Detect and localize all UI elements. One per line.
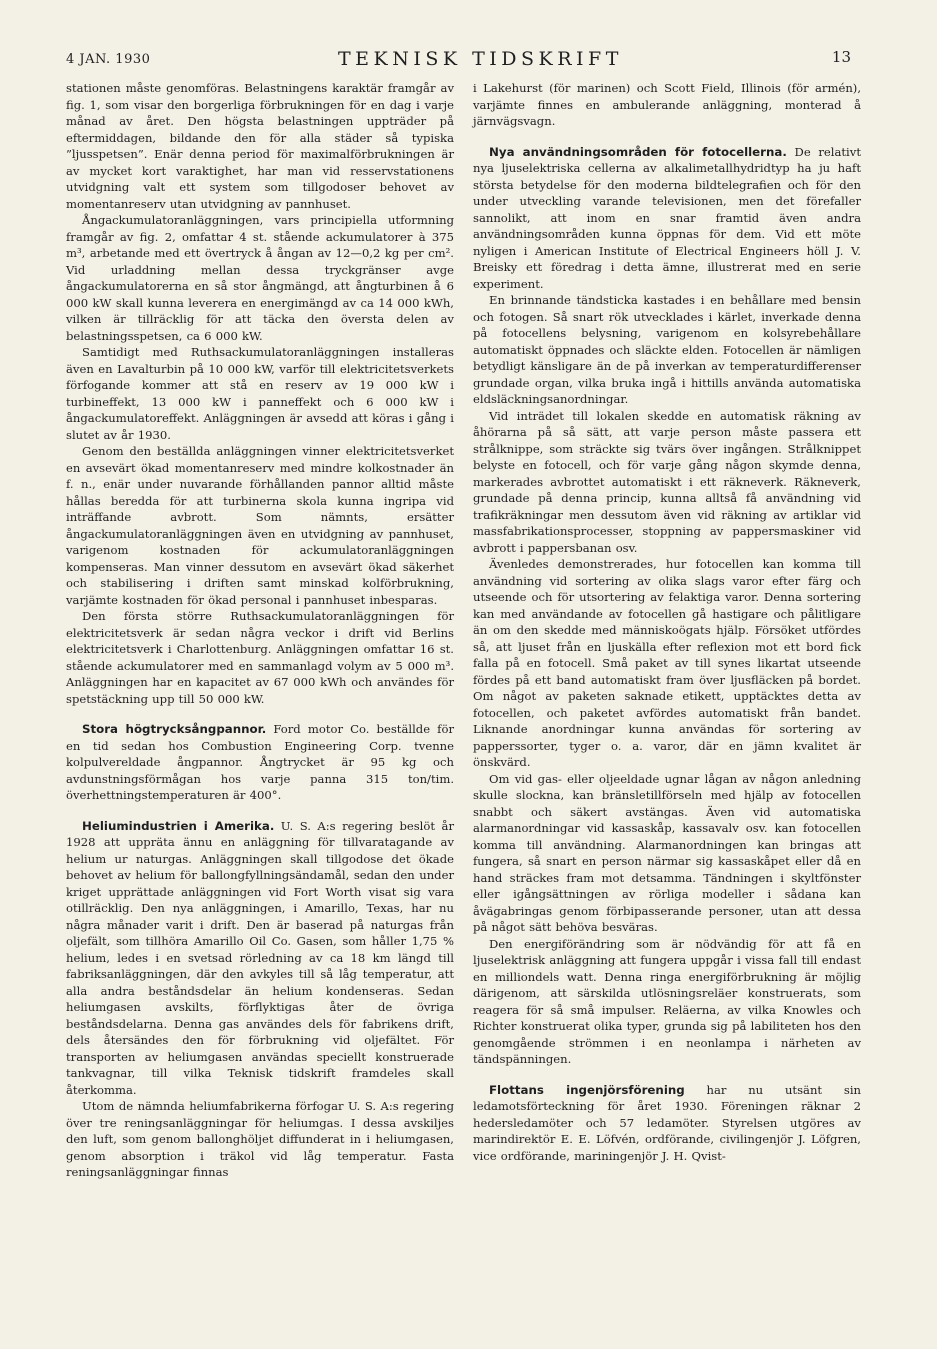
section-naval-engineers [473, 1082, 861, 1165]
section-high-pressure-boilers [66, 721, 454, 804]
journal-title: TEKNISK TIDSKRIFT [338, 48, 623, 70]
section-heading: Heliumindustrien i Amerika. [82, 818, 275, 833]
left-column [66, 80, 454, 1181]
paragraph: En brinnande tändsticka kastades i en behållare med bensin och fotogen. Så snart rök utvecklades i kärlet, inverkade denna på fotocellens belysning, varigenom en kolsyrebehållare automatiskt öppnades och släckte elden. Fotocellen är nämligen betydligt känsligare än de på inverkan av temperaturdifferenser grundade organ, vilka bruka ingå i hittills använda automatiska eldsläckningsanordningar. [473, 293, 861, 406]
paragraph: Ävenledes demonstrerades, hur fotocellen kan komma till användning vid sortering av olika slags varor efter färg och utseende och för utsortering av felaktiga varor. Denna sortering kan med användande av fotocellen gå hastigare och pålitligare än om den skedde med människoögats hjälp. Försöket utfördes så, att ljuset från en ljuskälla efter reflexion mot ett bord fick falla på en fotocell. Små paket av till synes likartat utseende fördes på ett band automatiskt fram över ljusfläcken på bordet. Om något av paketen saknade etikett, upptäcktes detta av fotocellen, och paketet avfördes automatiskt från bandet. Liknande anordningar kunna användas för sortering av papperssorter, tyger o. a. varor, där en jämn kvalitet är önskvärd. [473, 557, 861, 769]
page-header [66, 48, 851, 74]
section-text: U. S. A:s regering beslöt år 1928 att uppräta ännu en anläggning för tillvaratagande av helium ur naturgas. Anläggningen skall tillgodose det ökade behovet av helium för ballongfyllningsändamål, sedan den under kriget upprättade anläggningen vid Fort Worth visat sig vara otillräcklig. Den nya anläggningen, i Amarillo, Texas, har nu några månader varit i drift. Den är baserad på naturgas från oljefält, som tillhöra Amarillo Oil Co. Gasen, som håller 1,75 % helium, ledes i en svetsad rörledning av ca 18 km längd till fabriksanläggningen, där den avkyles till så låg temperatur, att alla andra beståndsdelar än helium kondenseras. Sedan heliumgasen avskilts, förflyktigas åter de övriga beståndsdelarna. Denna gas användes dels för fabrikens drift, dels återsändes den för förbrukning vid oljefältet. För transporten av heliumgasen användas speciellt konstruerade tankvagnar, till vilka Teknisk tidskrift framdeles skall återkomma. [66, 818, 454, 1097]
section-photocells [473, 144, 861, 293]
section-text: Ford motor Co. beställde för en tid sedan hos Combustion Engineering Corp. tvenne kolpulvereldade ångpannor. Ångtrycket är 95 kg och avdunstningsförmågan hos varje panna 315 ton/tim. överhettningstemperaturen är 400°. [66, 722, 454, 802]
issue-date: 4 JAN. 1930 [66, 52, 151, 67]
paragraph: Samtidigt med Ruthsackumulatoranläggningen installeras även en Lavalturbin på 10 000 kW, varför till elektricitetsverkets förfogande kommer att stå en reserv av 19 000 kW i turbineffekt, 13 000 kW i panneffekt och 6 000 kW i ångackumulatoreffekt. Anläggningen är avsedd att köras i gång i slutet av år 1930. [66, 345, 454, 442]
section-heading: Nya användningsområden för fotocellerna. [489, 144, 787, 159]
section-heading: Stora högtrycksångpannor. [82, 722, 267, 736]
paragraph: i Lakehurst (för marinen) och Scott Field, Illinois (för armén), varjämte finnes en ambulerande anläggning, monterad å järnvägsvagn. [473, 81, 861, 128]
section-helium-industry [66, 818, 454, 1099]
paragraph: Om vid gas- eller oljeeldade ugnar lågan av någon anledning skulle slockna, kan bränsletillförseln med hjälp av fotocellen snabbt och säkert avstängas. Även vid automatiska alarmanordningar vid kassaskåp, kassavalv osv. kan fotocellen komma till användning. Alarmanordningen kan bringas att fungera, så snart en person närmar sig kassaskåpet eller då en hand sträckes fram mot detsamma. Tändningen i skyltfönster eller igångsättningen av rörliga modeller i sådana kan åvägabringas genom förbipasserande personer, utan att dessa på något sätt behöva besväras. [473, 771, 861, 934]
paragraph: Ångackumulatoranläggningen, vars principiella utformning framgår av fig. 2, omfattar 4 st. stående ackumulatorer à 375 m³, arbetande med ett övertryck å ångan av 12—0,2 kg per cm². Vid urladdning mellan dessa tryckgränser avge ångackumulatorerna en så stor ångmängd, att ångturbinen å 6 000 kW skall kunna leverera en energimängd av ca 14 000 kWh, vilken är tillräcklig för att täcka den översta delen av belastningsspetsen, ca 6 000 kW. [66, 213, 454, 343]
section-text: De relativt nya ljuselektriska cellerna av alkalimetallhydridtyp ha ju haft största betydelse för den moderna bildtelegrafien och för den under utveckling varande televisionen, men det förefaller sannolikt, att inom en snar framtid även andra användningsområden kunna öppnas för dem. Vid ett möte nyligen i American Institute of Electrical Engineers höll J. V. Breisky ett föredrag i detta ämne, illustrerat med en serie experiment. [473, 144, 861, 291]
section-heading: Flottans ingenjörsförening [489, 1082, 685, 1097]
paragraph: Den energiförändring som är nödvändig för att få en ljuselektrisk anläggning att fungera uppgår i vissa fall till endast en milliondels watt. Denna ringa energiförbrukning är möjlig därigenom, att särskilda utlösningsreläer konstruerats, som reagera för så små impulser. Reläerna, av vilka Knowles och Richter konstruerat olika typer, grunda sig på labiliteten hos den genomgående strömmen i en neonlampa i närheten av tändspänningen. [473, 936, 861, 1066]
paragraph: Genom den beställda anläggningen vinner elektricitetsverket en avsevärt ökad momentanreserv med mindre kolkostnader än f. n., enär under nuvarande förhållanden pannor alltid måste hållas beredda för att turbinerna skola kunna ingripa vid inträffande avbrott. Som nämnts, ersätter ångackumulatoranläggningen även en utvidgning av pannhuset, varigenom kostnaden för ackumulatoranläggningen kompenseras. Man vinner dessutom en avsevärt ökad säkerhet och stabilisering i driften samt minskad kolförbrukning, varjämte kostnaden för ökad personal i pannhuset inbesparas. [66, 444, 454, 607]
section-text: har nu utsänt sin ledamotsförteckning för året 1930. Föreningen räknar 2 hedersledamöter och 57 ledamöter. Styrelsen utgöres av marindirektör E. E. Löfvén, ordförande, civilingenjör J. Löfgren, vice ordförande, mariningenjör J. H. Qvist- [473, 1082, 861, 1163]
paragraph: Vid inträdet till lokalen skedde en automatisk räkning av åhörarna på så sätt, att varje person måste passera ett strålknippe, som sträckte sig tvärs över ingången. Strålknippet belyste en fotocell, och för varje gång någon skymde denna, markerades avbrottet automatiskt i ett räkneverk. Räkneverk, grundade på denna princip, kunna alltså få användning vid trafikräkningar men dessutom även vid räkning av artiklar vid massfabrikationsprocesser, stoppning av pappersmaskiner vid avbrott i pappersbanan osv. [473, 408, 861, 555]
paragraph: Utom de nämnda heliumfabrikerna förfogar U. S. A:s regering över tre reningsanläggningar för heliumgas. I dessa avskiljes den luft, som genom ballonghöljet diffunderat in i heliumgasen, genom absorption i träkol vid låg temperatur. Fasta reningsanläggningar finnas [66, 1099, 454, 1179]
paragraph: stationen måste genomföras. Belastningens karaktär framgår av fig. 1, som visar den borgerliga förbrukningen för en dag i varje månad av året. Den högsta belastningen uppträder på eftermiddagen, bildande den för alla städer så typiska ”ljusspetsen”. Enär denna period för maximalförbrukningen är av mycket kort varaktighet, har man vid resservstationens utvidgning valt ett system som tillgodoser behovet av momentanreserv utan utvidgning av pannhuset. [66, 81, 454, 211]
right-column [473, 80, 861, 1164]
page-number: 13 [831, 48, 851, 66]
paragraph: Den första större Ruthsackumulatoranläggningen för elektricitetsverk är sedan några veckor i drift vid Berlins elektricitetsverk i Charlottenburg. Anläggningen omfattar 16 st. stående ackumulatorer med en sammanlagd volym av 5 000 m³. Anläggningen har en kapacitet av 67 000 kWh och användes för spetstäckning upp till 50 000 kW. [66, 609, 454, 706]
